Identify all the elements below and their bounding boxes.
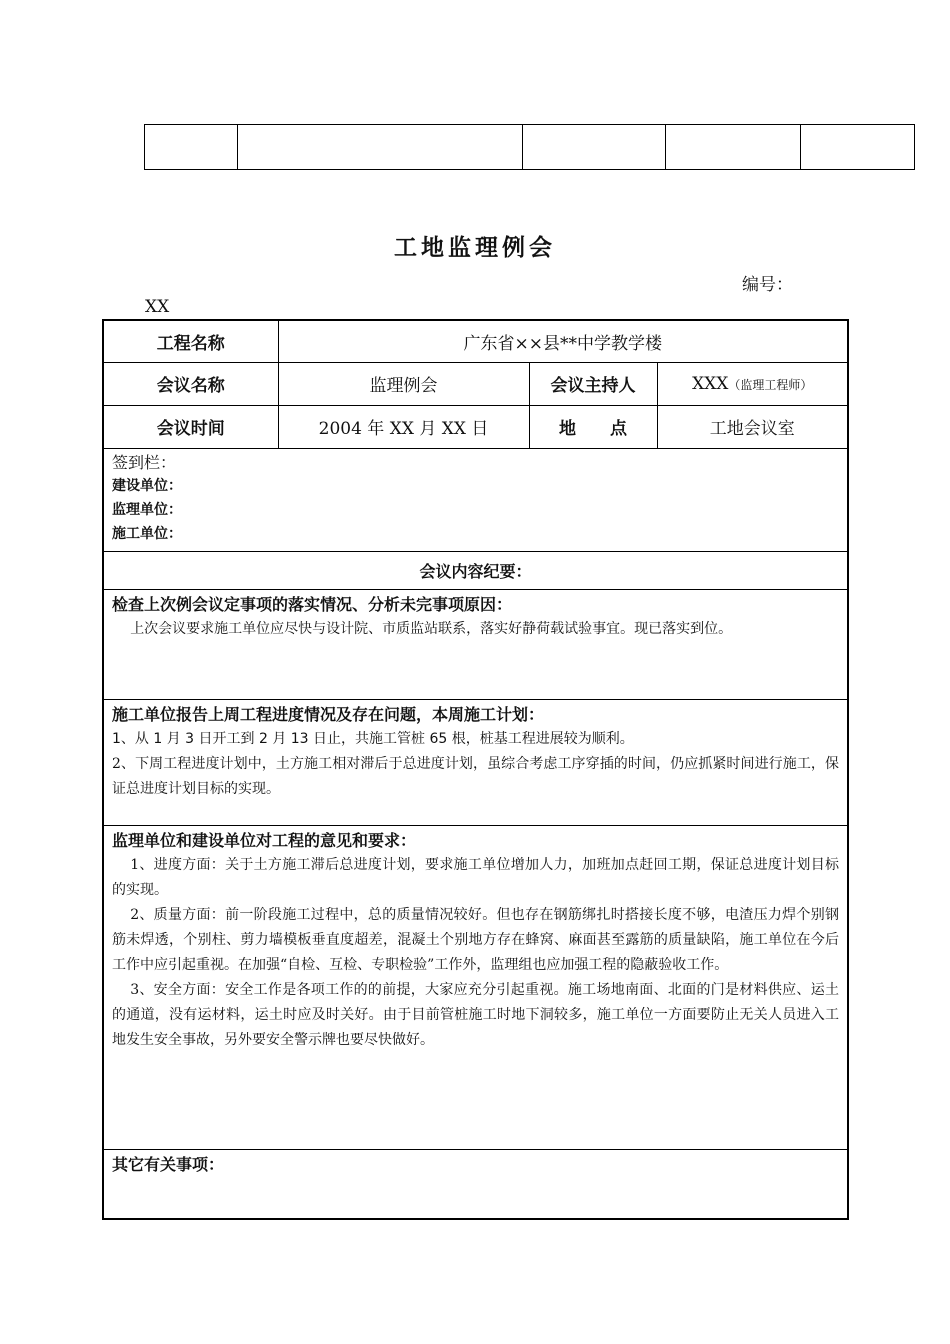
meeting-time-label: 会议时间 xyxy=(103,405,278,448)
progress-item-2: 2、下周工程进度计划中，土方施工相对滞后于总进度计划，虽综合考虑工序穿插的时间，仍应抓紧时间进行施工，保证总进度计划目标的实现。 xyxy=(112,755,839,797)
signin-unit-supervisor: 监理单位： xyxy=(112,501,182,518)
header-grid-cell xyxy=(666,125,801,170)
section-other-matters xyxy=(103,1149,848,1219)
project-name-label: 工程名称 xyxy=(103,320,278,362)
meeting-host-label: 会议主持人 xyxy=(529,362,657,405)
project-name-value: 广东省××县**中学教学楼 xyxy=(278,320,848,362)
meeting-name-label: 会议名称 xyxy=(103,362,278,405)
section-other-heading: 其它有关事项： xyxy=(112,1154,225,1174)
meeting-host-note: （监理工程师） xyxy=(728,377,813,392)
minutes-heading: 会议内容纪要： xyxy=(103,551,848,589)
signin-unit-construction-owner: 建设单位： xyxy=(112,477,182,494)
meeting-name-value: 监理例会 xyxy=(278,362,529,405)
meeting-host-cell xyxy=(657,362,848,405)
section-opinions xyxy=(103,825,848,1149)
meeting-host-value: XXX xyxy=(692,373,729,394)
section-previous-items xyxy=(103,589,848,699)
meeting-form xyxy=(102,319,849,1220)
header-grid-cell xyxy=(523,125,666,170)
progress-item-1: 1、从 1 月 3 日开工到 2 月 13 日止，共施工管桩 65 根，桩基工程进展较为顺利。 xyxy=(112,730,634,747)
section-previous-text: 上次会议要求施工单位应尽快与设计院、市质监站联系，落实好静荷载试验事宜。现已落实到位。 xyxy=(130,620,733,637)
opinion-item-schedule: 1、进度方面：关于土方施工滞后总进度计划，要求施工单位增加人力，加班加点赶回工期，保证总进度计划目标的实现。 xyxy=(112,856,839,898)
header-grid-cell xyxy=(238,125,523,170)
meeting-place-value: 工地会议室 xyxy=(657,405,848,448)
opinion-item-safety: 3、安全方面：安全工作是各项工作的的前提，大家应充分引起重视。施工场地南面、北面的门是材料供应、运土的通道，没有运材料，运土时应及时关好。由于目前管桩施工时地下洞较多，施工单位一方面要防止无关人员进入工地发生安全事故，另外要安全警示牌也要尽快做好。 xyxy=(112,981,839,1048)
section-progress-heading: 施工单位报告上周工程进度情况及存在问题，本周施工计划： xyxy=(112,704,545,724)
meeting-time-value: 2004 年 XX 月 XX 日 xyxy=(278,405,529,448)
section-progress-report xyxy=(103,699,848,825)
opinion-item-quality: 2、质量方面：前一阶段施工过程中，总的质量情况较好。但也存在钢筋绑扎时搭接长度不够，电渣压力焊个别钢筋未焊透，个别柱、剪力墙模板垂直度超差，混凝土个别地方存在蜂窝、麻面甚至露筋的质量缺陷，施工单位在今后工作中应引起重视。在加强“自检、互检、专职检验”工作外，监理组也应加强工程的隐蔽验收工作。 xyxy=(112,906,839,973)
section-opinions-heading: 监理单位和建设单位对工程的意见和要求： xyxy=(112,830,417,850)
meeting-place-label: 地 点 xyxy=(529,405,657,448)
serial-label: 编号： xyxy=(742,275,793,295)
section-previous-heading: 检查上次例会议定事项的落实情况、分析未完事项原因： xyxy=(112,594,513,614)
signin-section xyxy=(103,448,848,551)
serial-value: XX xyxy=(145,297,170,317)
header-grid-cell xyxy=(145,125,238,170)
header-grid-cell xyxy=(801,125,915,170)
signin-unit-contractor: 施工单位： xyxy=(112,525,182,542)
document-title: 工地监理例会 xyxy=(394,235,556,261)
header-grid xyxy=(144,124,915,170)
signin-label: 签到栏： xyxy=(112,452,177,472)
